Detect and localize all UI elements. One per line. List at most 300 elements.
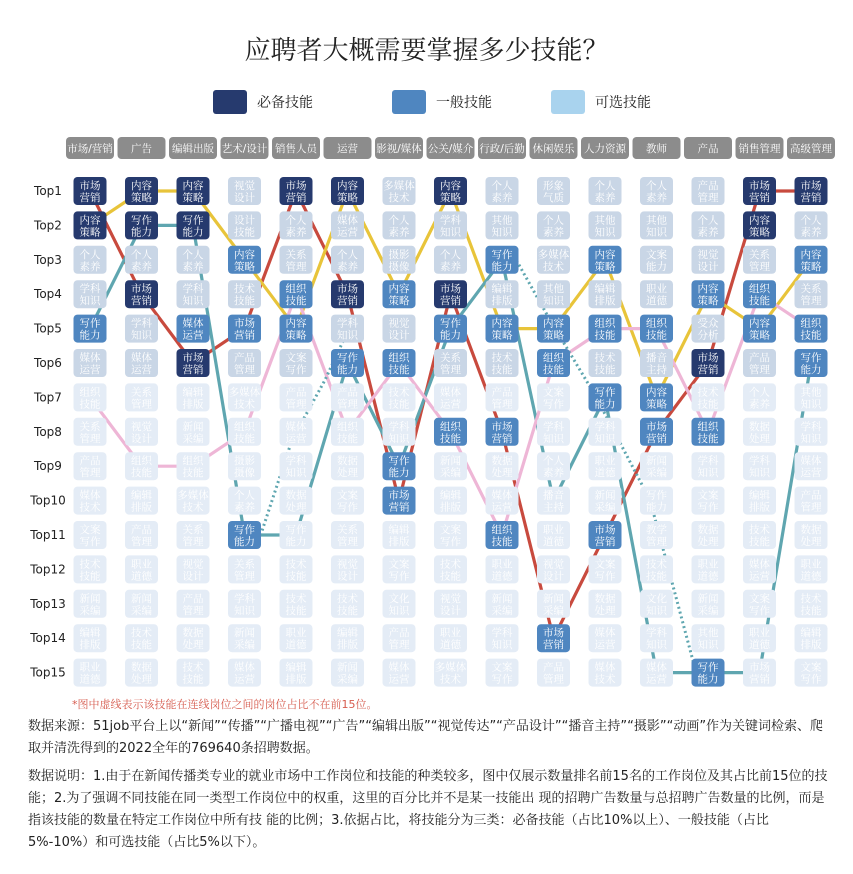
skill-cell [589, 624, 622, 652]
skill-cell-label: 写作 [697, 661, 719, 674]
skill-cell [74, 555, 107, 583]
skill-cell [177, 659, 210, 687]
skill-cell-label: 技术 [697, 386, 719, 399]
skill-cell [795, 555, 828, 583]
skill-cell-label: 编辑 [388, 524, 410, 536]
skill-cell-label: 多媒体 [383, 180, 415, 192]
legend-label-required: 必备技能 [257, 95, 313, 111]
skill-cell-label: 职业 [800, 558, 822, 571]
skill-cell-label: 写作 [388, 570, 410, 583]
skill-cell-label: 市场 [234, 317, 255, 330]
skill-cell-label: 市场 [337, 283, 358, 296]
skill-cell [228, 452, 261, 480]
skill-cell-label: 技能 [440, 570, 461, 583]
skill-cell [434, 418, 467, 446]
rank-label: Top5 [34, 321, 62, 336]
skill-cell [434, 452, 467, 480]
skill-cell [486, 624, 519, 652]
skill-cell-label: 编辑 [79, 627, 101, 640]
skill-cell-label: 组织 [646, 317, 667, 330]
skill-cell-label: 管理 [800, 295, 822, 308]
skill-cell-label: 组织 [337, 420, 358, 433]
skill-cell [228, 590, 261, 618]
skill-cell-label: 策略 [543, 329, 564, 342]
skill-cell-label: 营销 [182, 364, 204, 376]
skill-cell-label: 营销 [388, 501, 410, 514]
skill-cell-label: 道德 [543, 536, 564, 548]
skill-cell [331, 315, 364, 343]
skill-cell-label: 技术 [285, 558, 307, 571]
skill-cell-label: 新闻 [337, 661, 358, 674]
skill-cell [537, 383, 570, 411]
skill-cell-label: 职业 [697, 558, 719, 571]
skill-cell-label: 产品 [79, 455, 101, 468]
skill-link-segment [451, 432, 503, 535]
skill-cell [228, 487, 261, 515]
skill-cell-label: 处理 [749, 432, 770, 445]
rank-label: Top2 [34, 218, 62, 233]
skill-cell-label: 处理 [697, 536, 719, 548]
job-header-label: 产品 [697, 143, 719, 155]
skill-cell-label: 营销 [491, 432, 513, 445]
skill-cell-label: 内容 [440, 180, 461, 192]
skill-cell-label: 技能 [491, 536, 513, 548]
skill-cell-label: 关系 [79, 420, 101, 433]
skill-cell-label: 媒体 [800, 455, 822, 468]
skill-cell [692, 211, 725, 239]
skill-cell-label: 内容 [388, 283, 410, 296]
skill-cell-label: 知识 [749, 467, 770, 480]
skill-cell [331, 246, 364, 274]
skill-cell [537, 590, 570, 618]
skill-cell-label: 职业 [749, 627, 770, 640]
skill-cell-label: 管理 [131, 536, 152, 548]
skill-cell-label: 知识 [388, 432, 410, 445]
skill-cell [743, 418, 776, 446]
skill-cell-label: 营销 [749, 192, 770, 204]
skill-cell-label: 文案 [697, 489, 719, 502]
skill-cell-label: 学科 [388, 420, 410, 433]
skill-cell [74, 590, 107, 618]
skill-cell-label: 媒体 [646, 661, 667, 674]
skill-cell-label: 数据 [749, 420, 770, 433]
skill-cell [434, 246, 467, 274]
skill-cell [486, 280, 519, 308]
skill-cell-label: 技术 [182, 661, 204, 674]
skill-cell-label: 营销 [337, 295, 358, 308]
skill-cell-label: 知识 [543, 295, 564, 308]
skill-cell [486, 383, 519, 411]
job-header-label: 高级管理 [790, 143, 832, 155]
skill-cell-label: 关系 [182, 524, 204, 536]
skill-cell-label: 管理 [749, 364, 770, 376]
skill-cell-label: 技能 [543, 364, 564, 376]
skill-cell-label: 知识 [594, 432, 616, 445]
skill-cell [795, 590, 828, 618]
skill-cell-label: 知识 [79, 295, 101, 308]
skill-cell-label: 内容 [594, 248, 616, 261]
skill-cell [280, 624, 313, 652]
skill-cell-label: 编辑 [131, 489, 152, 502]
skill-cell-label: 营销 [234, 329, 255, 342]
skill-cell-label: 学科 [131, 317, 152, 330]
skill-cell [692, 487, 725, 515]
skill-cell-label: 采编 [440, 467, 461, 480]
skill-cell-label: 文案 [749, 592, 770, 605]
rank-label: Top15 [30, 665, 66, 680]
skill-cell [383, 211, 416, 239]
job-header-label: 编辑出版 [172, 143, 214, 155]
skill-cell-label: 素养 [491, 192, 513, 204]
skill-cell-label: 素养 [697, 226, 719, 239]
skill-cell-label: 个人 [491, 180, 513, 192]
skill-link-segment [348, 363, 400, 466]
skill-cell [125, 211, 158, 239]
skill-cell [795, 280, 828, 308]
skill-cell [692, 452, 725, 480]
skill-cell-label: 管理 [388, 639, 410, 652]
skill-cell-label: 写作 [491, 673, 513, 686]
skill-cell-label: 市场 [800, 180, 822, 192]
skill-cell-label: 道德 [285, 639, 307, 652]
skill-cell-label: 产品 [337, 386, 358, 399]
skill-cell-label: 营销 [594, 536, 616, 548]
skill-cell [125, 246, 158, 274]
skill-cell-label: 能力 [337, 364, 358, 376]
skill-cell [280, 315, 313, 343]
skill-cell-label: 关系 [234, 558, 255, 571]
skill-cell-label: 编辑 [491, 283, 513, 296]
skill-cell [177, 315, 210, 343]
skill-cell-label: 组织 [79, 386, 101, 399]
skill-cell-label: 能力 [182, 226, 204, 239]
skill-cell-label: 内容 [800, 248, 822, 261]
skill-cell [537, 177, 570, 205]
skill-cell [383, 280, 416, 308]
skill-cell-label: 媒体 [491, 489, 513, 502]
skill-cell-label: 编辑 [337, 627, 358, 640]
skill-cell-label: 内容 [337, 180, 358, 192]
skill-cell-label: 设计 [697, 260, 719, 273]
skill-cell [537, 521, 570, 549]
skill-cell [589, 659, 622, 687]
skill-cell [331, 211, 364, 239]
skill-cell-label: 设计 [388, 329, 410, 342]
skill-cell [743, 211, 776, 239]
skill-cell-label: 新闻 [182, 420, 204, 433]
skill-cell-label: 学科 [182, 283, 204, 296]
skill-cell-label: 新闻 [234, 627, 255, 640]
skill-cell-label: 能力 [646, 260, 667, 273]
skill-cell-label: 视觉 [697, 248, 719, 261]
skill-cell-label: 能力 [234, 536, 255, 548]
skill-cell-label: 视觉 [182, 558, 204, 571]
skill-cell [331, 487, 364, 515]
job-header-label: 广告 [131, 143, 152, 155]
skill-cell-label: 管理 [131, 398, 152, 411]
skill-cell-label: 主持 [646, 364, 667, 376]
skill-cell [795, 521, 828, 549]
skill-cell [125, 418, 158, 446]
skill-cell-label: 道德 [594, 467, 616, 480]
skill-cell [177, 418, 210, 446]
skill-cell-label: 采编 [182, 432, 204, 445]
skill-cell [795, 383, 828, 411]
skill-cell [537, 659, 570, 687]
skill-cell-label: 个人 [800, 214, 822, 227]
skill-cell-label: 受众 [697, 317, 719, 330]
skill-cell [177, 246, 210, 274]
skill-cell [743, 383, 776, 411]
skill-cell [74, 246, 107, 274]
skill-cell-label: 个人 [79, 248, 101, 261]
skill-cell-label: 知识 [491, 639, 513, 652]
skill-cell [228, 177, 261, 205]
skill-cell [486, 590, 519, 618]
skill-cell-label: 个人 [697, 214, 719, 227]
skill-cell [383, 315, 416, 343]
skill-cell-label: 媒体 [749, 558, 770, 571]
skill-cell-label: 视觉 [131, 420, 152, 433]
skill-cell-label: 素养 [646, 192, 667, 204]
skill-cell [383, 383, 416, 411]
skill-cell [743, 590, 776, 618]
skill-cell-label: 知识 [594, 226, 616, 239]
skill-cell-label: 技能 [285, 604, 307, 617]
skill-cell-label: 运营 [646, 673, 667, 686]
skill-cell-label: 数据 [285, 489, 307, 502]
skill-cell-label: 能力 [491, 260, 513, 273]
rank-label: Top4 [34, 287, 62, 302]
skill-cell-label: 策略 [234, 260, 255, 273]
skill-cell-label: 素养 [285, 226, 307, 239]
skill-cell [177, 349, 210, 377]
skill-cell-label: 技术 [491, 352, 513, 364]
skill-cell [280, 555, 313, 583]
skill-cell [537, 624, 570, 652]
skill-cell-label: 关系 [749, 248, 770, 261]
skill-cell-label: 文案 [388, 558, 410, 571]
skill-cell-label: 市场 [182, 352, 204, 364]
skill-cell [537, 487, 570, 515]
job-header-label: 人力资源 [584, 143, 626, 155]
skill-cell-label: 组织 [131, 455, 152, 468]
skill-cell-label: 写作 [337, 501, 358, 514]
skill-cell [331, 349, 364, 377]
skill-cell-label: 运营 [594, 639, 616, 652]
skill-cell [177, 487, 210, 515]
skill-cell-label: 技能 [182, 673, 204, 686]
skill-cell [331, 659, 364, 687]
skill-cell-label: 策略 [131, 192, 152, 204]
skill-cell [383, 487, 416, 515]
skill-cell [589, 349, 622, 377]
skill-cell-label: 知识 [646, 639, 667, 652]
skill-cell [228, 280, 261, 308]
chart-title: 应聘者大概需要掌握多少技能？ [244, 36, 609, 66]
skill-cell-label: 管理 [234, 364, 255, 376]
skill-cell-label: 知识 [337, 329, 358, 342]
skill-cell [589, 452, 622, 480]
skill-cell-label: 其他 [594, 214, 616, 227]
skill-cell [280, 383, 313, 411]
skill-cell-label: 道德 [79, 673, 101, 686]
skill-cell-label: 产品 [182, 592, 204, 605]
skill-cells [74, 177, 828, 687]
skill-cell-label: 文案 [646, 248, 667, 261]
skill-cell [743, 315, 776, 343]
skill-cell-label: 处理 [491, 467, 513, 480]
skill-cell-label: 组织 [440, 420, 461, 433]
skill-cell [434, 487, 467, 515]
skill-cell [537, 246, 570, 274]
skill-cell [640, 280, 673, 308]
skill-cell [692, 349, 725, 377]
skill-cell-label: 道德 [131, 570, 152, 583]
skill-cell [486, 452, 519, 480]
skill-cell-label: 数据 [337, 455, 358, 468]
skill-cell [434, 624, 467, 652]
skill-cell [589, 555, 622, 583]
skill-cell [795, 211, 828, 239]
skill-cell-label: 写作 [646, 489, 667, 502]
skill-cell-label: 策略 [440, 192, 461, 204]
skill-cell-label: 排版 [337, 639, 358, 652]
skill-cell [280, 349, 313, 377]
skill-cell-label: 多媒体 [537, 248, 570, 261]
skill-cell-label: 内容 [543, 317, 564, 330]
skill-cell-label: 媒体 [594, 661, 616, 674]
skill-cell-label: 组织 [491, 524, 513, 536]
skill-cell-label: 内容 [131, 180, 152, 192]
skill-cell-label: 市场 [285, 180, 307, 192]
skill-cell-label: 产品 [749, 352, 770, 364]
skill-cell-label: 能力 [79, 329, 101, 342]
skill-cell-label: 写作 [800, 673, 822, 686]
skill-link-segment [296, 191, 348, 294]
job-header-13 [736, 137, 784, 159]
skill-cell-label: 管理 [491, 398, 513, 411]
skill-cell-label: 道德 [440, 639, 461, 652]
skill-cell-label: 营销 [131, 295, 152, 308]
job-header-5 [324, 137, 372, 159]
skill-link-segment [554, 535, 606, 638]
rank-label: Top6 [34, 356, 62, 370]
rank-label: Top13 [30, 596, 66, 611]
skill-cell-label: 关系 [337, 524, 358, 536]
skill-cell-label: 策略 [749, 226, 770, 239]
skill-cell [743, 177, 776, 205]
skill-cell-label: 组织 [182, 455, 204, 468]
skill-cell-label: 内容 [749, 317, 770, 330]
skill-cell-label: 排版 [388, 536, 410, 548]
skill-cell-label: 设计 [182, 570, 204, 583]
skill-cell-label: 写作 [543, 398, 564, 411]
rank-label: Top11 [30, 528, 66, 542]
skill-cell-label: 技术 [543, 260, 564, 273]
skill-cell-label: 媒体 [234, 661, 255, 674]
job-header-label: 休闲娱乐 [532, 143, 575, 155]
skill-cell [125, 280, 158, 308]
skill-cell [589, 487, 622, 515]
skill-cell [486, 246, 519, 274]
skill-cell-label: 文案 [800, 661, 822, 674]
skill-cell [177, 452, 210, 480]
skill-cell [228, 555, 261, 583]
skill-cell-label: 技术 [594, 673, 616, 686]
skill-cell [743, 555, 776, 583]
skill-cell [640, 246, 673, 274]
skill-cell-label: 策略 [646, 398, 667, 411]
skill-cell-label: 产品 [800, 489, 822, 502]
skill-cell-label: 运营 [182, 329, 204, 342]
skill-cell-label: 技能 [646, 329, 667, 342]
skill-cell-label: 技术 [646, 558, 667, 571]
skill-cell-label: 技术 [749, 524, 770, 536]
skill-cell [383, 624, 416, 652]
skill-cell-label: 技术 [388, 386, 410, 399]
skill-cell-label: 技能 [491, 364, 513, 376]
skill-cell [74, 624, 107, 652]
skill-cell [74, 659, 107, 687]
skill-cell [74, 280, 107, 308]
skill-cell [589, 177, 622, 205]
skill-cell [486, 555, 519, 583]
skill-cell-label: 采编 [491, 604, 513, 617]
skill-cell-label: 媒体 [594, 627, 616, 640]
skill-cell-label: 策略 [182, 192, 204, 204]
skill-cell [280, 211, 313, 239]
skill-cell-label: 学科 [491, 627, 513, 640]
skill-cell-label: 技能 [800, 329, 822, 342]
skill-cell-label: 排版 [440, 501, 461, 514]
skill-cell [177, 590, 210, 618]
skill-cell [589, 211, 622, 239]
skill-cell [743, 659, 776, 687]
skill-cell [331, 590, 364, 618]
skill-cell [331, 452, 364, 480]
skill-cell [125, 383, 158, 411]
skill-cell-label: 能力 [285, 536, 307, 548]
job-header-11 [633, 137, 681, 159]
skill-cell-label: 市场 [749, 661, 770, 674]
skill-cell-label: 排版 [491, 295, 513, 308]
skill-cell [589, 590, 622, 618]
job-header-0 [66, 137, 114, 159]
skill-cell [537, 315, 570, 343]
skill-cell-label: 职业 [285, 627, 307, 640]
skill-cell-label: 设计 [337, 570, 358, 583]
skill-cell-label: 学科 [285, 455, 307, 468]
skill-cell-label: 运营 [234, 673, 255, 686]
skill-cell-label: 个人 [543, 455, 564, 468]
skill-cell-label: 摄像 [234, 467, 255, 480]
job-header-label: 公关/媒介 [427, 143, 474, 155]
skill-cell [125, 659, 158, 687]
chart-footnote: *图中虚线表示该技能在连线岗位之间的岗位占比不在前15位。 [72, 698, 378, 711]
skill-cell-label: 知识 [646, 604, 667, 617]
skill-cell-label: 知识 [697, 639, 719, 652]
skill-cell [331, 418, 364, 446]
job-header-4 [272, 137, 320, 159]
skill-cell-label: 教学 [646, 524, 667, 536]
skill-cell-label: 营销 [800, 192, 822, 204]
skill-cell-label: 职业 [131, 558, 152, 571]
skill-cell-label: 多媒体 [177, 489, 209, 502]
job-header-label: 影视/媒体 [376, 143, 422, 155]
skill-cell-label: 新闻 [131, 592, 152, 605]
skill-cell-label: 产品 [285, 386, 307, 399]
